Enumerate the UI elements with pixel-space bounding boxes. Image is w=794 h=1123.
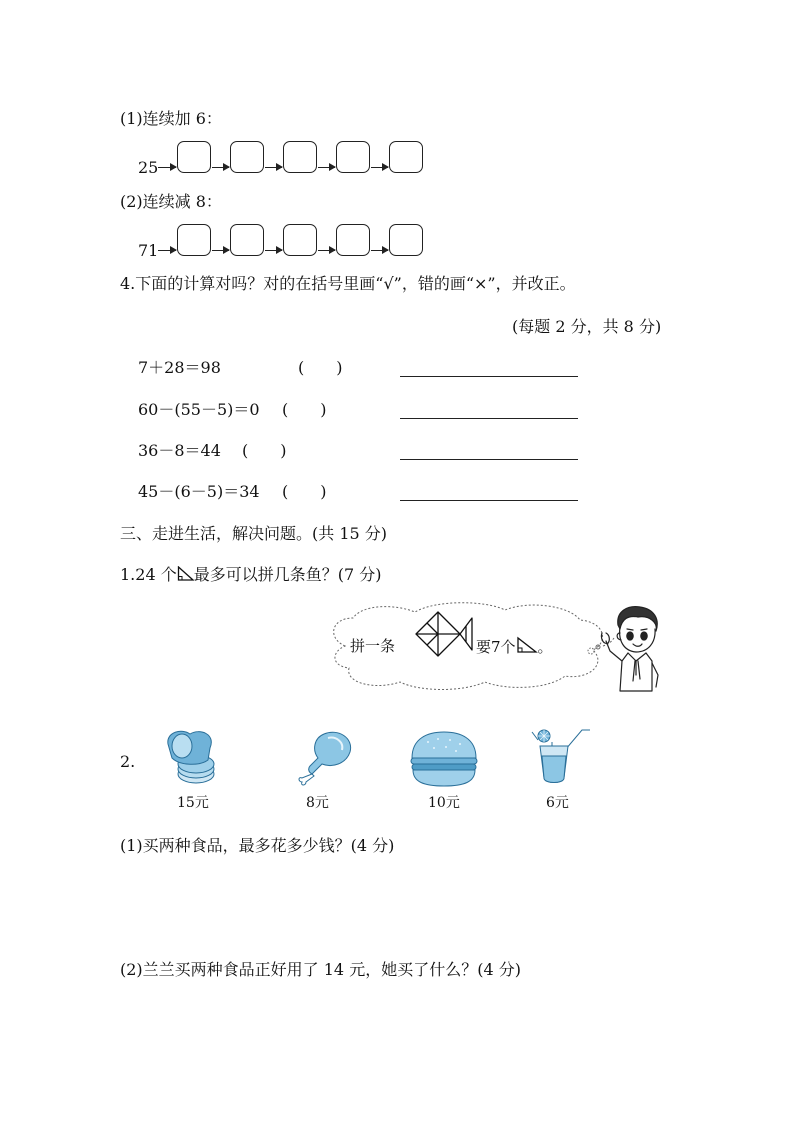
question-4-title: 4.下面的计算对吗？对的在括号里画“√”，错的画“×”，并改正。 [120,274,576,293]
bubble-right-label: 要7个 [476,638,516,656]
answer-box[interactable] [389,141,423,173]
answer-box[interactable] [283,141,317,173]
arrow-icon [265,250,282,251]
question-1-suffix: 最多可以拼几条鱼？(7 分) [193,565,382,584]
answer-box[interactable] [336,141,370,173]
arrow-icon [318,250,335,251]
question-2-sub2: (2)兰兰买两种食品正好用了 14 元，她买了什么？(4 分) [120,960,521,979]
calc-expression: 60－(55－5)＝0 [138,400,260,419]
calc-expression: 7＋28＝98 [138,358,221,377]
correction-line[interactable] [400,500,578,501]
triangle-icon [177,566,194,581]
correction-line[interactable] [400,418,578,419]
answer-box[interactable] [389,224,423,256]
triangle-icon [516,636,538,654]
correction-line[interactable] [400,376,578,377]
arrow-icon [158,167,176,168]
arrow-icon [371,250,388,251]
part1-start-number: 25 [138,158,159,177]
answer-box[interactable] [230,141,264,173]
check-parentheses[interactable]: ( ) [242,441,287,460]
section-3-title: 三、走进生活，解决问题。(共 15 分) [120,524,388,543]
part2-start-number: 71 [138,241,159,260]
bread-icon [160,726,218,790]
hamburger-icon [408,730,480,788]
boy-illustration [598,603,670,695]
question-2-number: 2. [120,752,136,771]
bubble-end-mark: 。 [537,638,553,656]
check-parentheses[interactable]: ( ) [282,400,327,419]
answer-box[interactable] [177,141,211,173]
hamburger-price: 10元 [428,795,460,811]
chicken-leg-icon [294,728,356,790]
bread-price: 15元 [177,795,209,811]
juice-icon [530,726,594,788]
answer-box[interactable] [230,224,264,256]
question-1-title [120,565,381,585]
part2-label: (2)连续减 8： [120,192,222,211]
question-2-sub1: (1)买两种食品，最多花多少钱？(4 分) [120,836,395,855]
answer-box[interactable] [336,224,370,256]
arrow-icon [158,250,176,251]
question-1-prefix: 1.24 个 [120,565,177,584]
arrow-icon [265,167,282,168]
bubble-text-right [476,636,553,657]
correction-line[interactable] [400,459,578,460]
arrow-icon [318,167,335,168]
check-parentheses[interactable]: ( ) [282,482,327,501]
part1-label: (1)连续加 6： [120,109,222,128]
answer-box[interactable] [283,224,317,256]
bubble-text-left: 拼一条 [350,637,396,655]
calc-expression: 45－(6－5)＝34 [138,482,260,501]
tangram-fish-icon [412,606,474,662]
arrow-icon [212,167,229,168]
calc-expression: 36－8＝44 [138,441,221,460]
arrow-icon [212,250,229,251]
chicken-leg-price: 8元 [306,795,329,811]
check-parentheses[interactable]: ( ) [298,358,343,377]
answer-box[interactable] [177,224,211,256]
arrow-icon [371,167,388,168]
juice-price: 6元 [546,795,569,811]
question-4-score: (每题 2 分，共 8 分) [512,317,662,336]
